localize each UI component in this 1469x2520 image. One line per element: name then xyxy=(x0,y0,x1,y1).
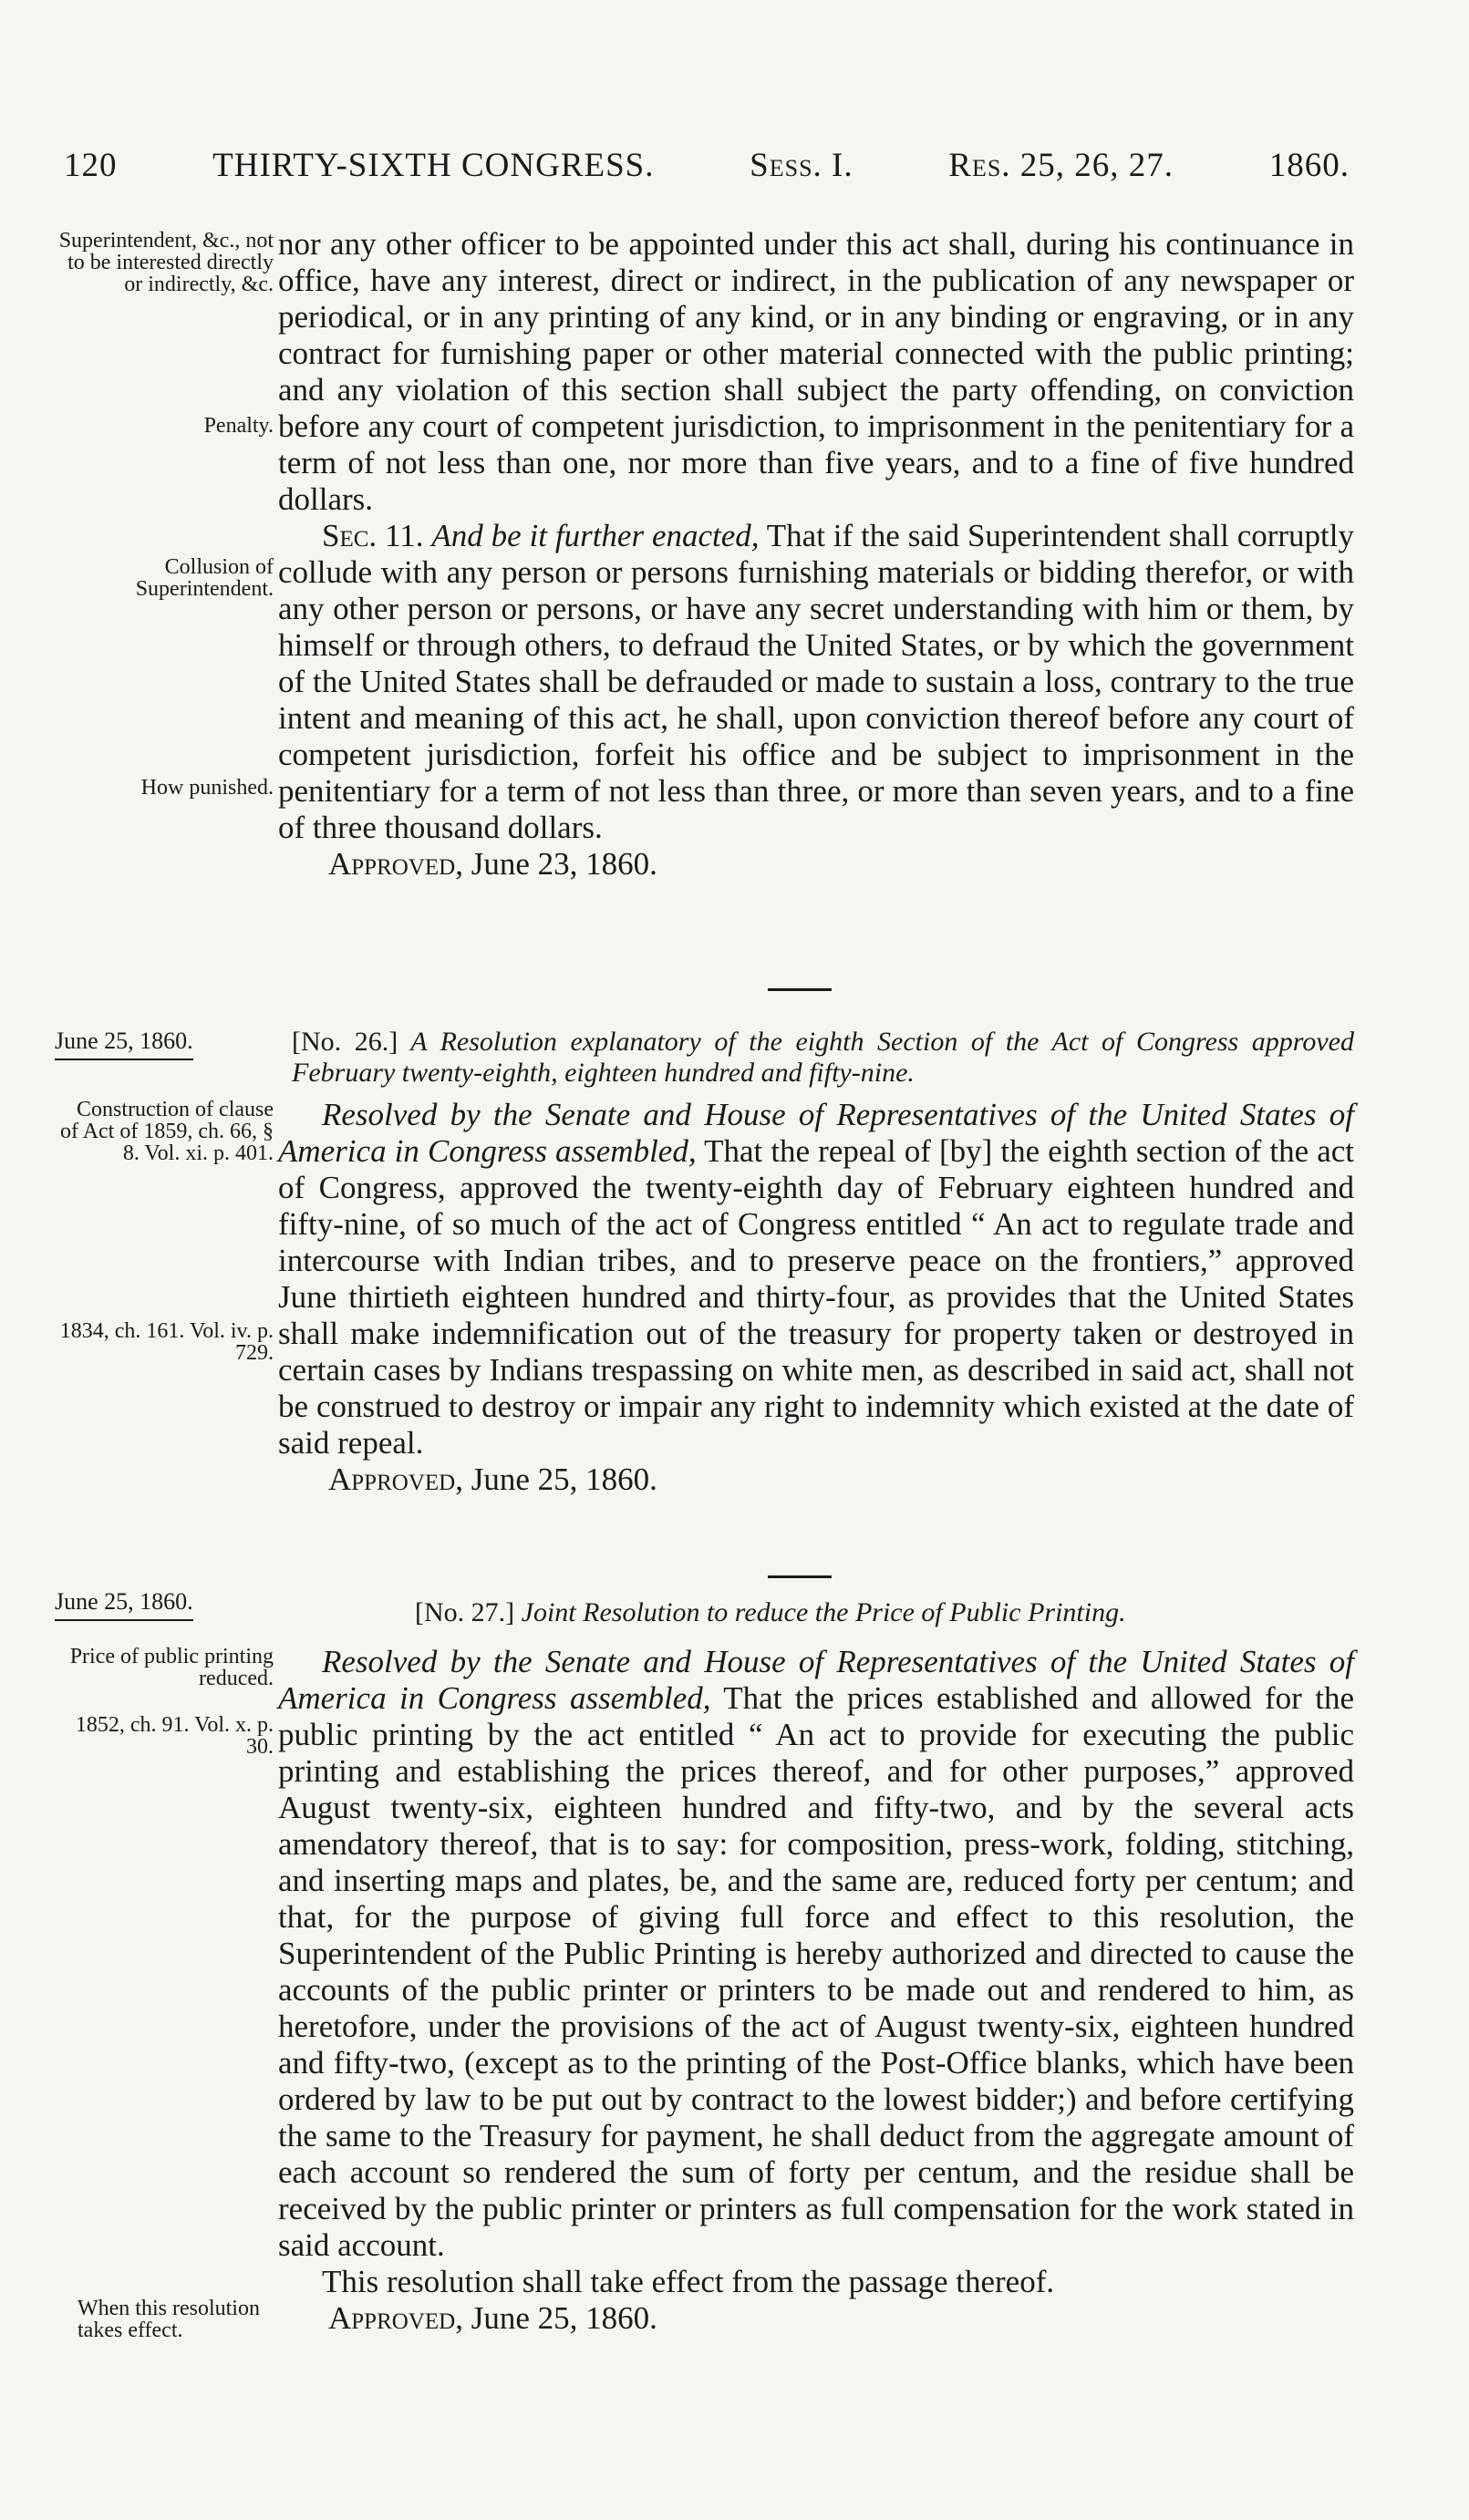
section-a-paragraph: nor any other officer to be appointed under this act shall, during his continuance in office, have any interest, direct or indirect, in the publication of any newspaper or periodical, or in any printing of any kind, or in any binding or engraving, or in any contract for furnishing paper or other material connected with the public printing; and any violation of this section shall subject the party offending, on conviction before any court of competent jurisdiction, to imprisonment in the penitentiary for a term of not less than one, nor more than five years, and to a fine of five hundred dollars. xyxy=(278,226,1354,517)
margin-note-price: Price of public printing reduced. xyxy=(69,1645,274,1690)
resolution-27-text: That the prices established and allowed for the public printing by the act entitled “ An act to provide for executing the public printing and establishing the prices thereof, and for other purposes,” approved August twenty-six, eighteen hundred and fifty-two, and by the several acts amendatory thereof, that is to say: for composition, press-work, folding, stitching, and inserting maps and plates, be, and the same are, reduced forty per centum; and that, for the purpose of giving full force and effect to this resolution, the Superintendent of the Public Printing is hereby authorized and directed to cause the accounts of the public printer or printers to be made out and rendered to him, as heretofore, under the provisions of the act of August twenty-six, eighteen hundred and fifty-two, (except as to the printing of the Post-Office blanks, which have been ordered by law to be put out by contract to the lowest bidder;) and before certifying the same to the Treasury for payment, he shall deduct from the aggregate amount of each account so rendered the sum of forty per centum, and the residue shall be received by the public printer or printers as full compensation for the work stated in said account. xyxy=(278,1680,1355,2263)
margin-note-construction: Construction of clause of Act of 1859, ch. 66, § 8. Vol. xi. p. 401. xyxy=(60,1098,274,1165)
sec-11-text: That if the said Superintendent shall corruptly collude with any person or persons furnishing materials or bidding therefor, or with any other person or persons, or have any secret understanding with him or them, by himself or through others, to defraud the United States, or by which the government of the United States shall be defrauded or made to sustain a loss, contrary to the true intent and meaning of this act, he shall, upon conviction thereof before any court of competent jurisdiction, forfeit his office and be subject to imprisonment in the penitentiary for a term of not less than three, or more than seven years, and to a fine of three thousand dollars. xyxy=(278,518,1354,845)
section-b-body xyxy=(278,1097,1354,1498)
resolution-27-title-text: Joint Resolution to reduce the Price of Public Printing. xyxy=(521,1597,1126,1627)
approved-date: June 23, 1860. xyxy=(471,846,657,882)
resolution-26-number: [No. 26.] xyxy=(292,1027,398,1057)
approved-line-c xyxy=(278,2300,1354,2337)
margin-note-1834: 1834, ch. 161. Vol. iv. p. 729. xyxy=(59,1319,274,1365)
resolution-26-date: June 25, 1860. xyxy=(55,1028,193,1060)
approved-word: Approved, xyxy=(328,1461,463,1497)
resolution-27-date: June 25, 1860. xyxy=(55,1588,193,1621)
margin-note-collusion: Collusion of Superintendent. xyxy=(135,555,274,601)
approved-date: June 25, 1860. xyxy=(471,1461,657,1497)
margin-note-penalty: Penalty. xyxy=(203,414,274,438)
resolution-27-paragraph xyxy=(278,1644,1354,2264)
margin-note-how-punished: How punished. xyxy=(140,776,274,800)
resolution-26-title-text: A Resolution explanatory of the eighth Section of the Act of Congress approved February twenty-eighth, eighteen hundred and fifty-nine. xyxy=(292,1027,1354,1088)
approved-word: Approved, xyxy=(328,846,463,882)
margin-note-1852: 1852, ch. 91. Vol. x. p. 30. xyxy=(75,1713,274,1759)
section-c-body xyxy=(278,1644,1354,2337)
sec-11-label: Sec. 11. xyxy=(322,518,424,553)
section-divider xyxy=(768,1575,832,1578)
resolution-27-effect: This resolution shall take effect from the passage thereof. xyxy=(322,2264,1055,2299)
header-year: 1860. xyxy=(1268,147,1350,184)
approved-line-a xyxy=(278,846,1354,883)
section-a-body xyxy=(278,226,1354,883)
margin-note-superintendent: Superintendent, &c., not to be interested directly or indirectly, &c. xyxy=(58,229,274,296)
approved-line-b xyxy=(278,1461,1354,1498)
margin-note-effect: When this resolution takes effect. xyxy=(78,2297,260,2342)
resolutions-label: Res. 25, 26, 27. xyxy=(948,147,1174,184)
sec-11-paragraph xyxy=(278,518,1354,846)
approved-word: Approved, xyxy=(328,2300,463,2336)
resolution-26-resolved: Resolved by the Senate and House of Representatives of the United States of America in Congress assembled, xyxy=(278,1097,1354,1169)
congress-title: THIRTY-SIXTH CONGRESS. xyxy=(212,147,655,184)
section-divider xyxy=(768,988,832,991)
approved-date: June 25, 1860. xyxy=(471,2300,657,2336)
resolution-26-title xyxy=(292,1027,1354,1089)
resolution-27-number: [No. 27.] xyxy=(415,1597,515,1627)
resolution-26-text: That the repeal of [by] the eighth section of the act of Congress, approved the twenty-eighth day of February eighteen hundred and fifty-nine, of so much of the act of Congress entitled “ An act to regulate trade and intercourse with Indian tribes, and to preserve peace on the frontiers,” approved June thirtieth eighteen hundred and thirty-four, as provides that the United States shall make indemnification out of the treasury for property taken or destroyed in certain cases by Indians trespassing on white men, as described in said act, shall not be construed to destroy or impair any right to indemnity which existed at the date of said repeal. xyxy=(278,1133,1355,1461)
page-number: 120 xyxy=(64,147,118,184)
page-header xyxy=(64,146,1350,185)
resolution-27-title xyxy=(415,1597,1354,1628)
sec-11-enacted: And be it further enacted, xyxy=(431,518,760,553)
session-label: Sess. I. xyxy=(750,147,853,184)
resolution-27-resolved: Resolved by the Senate and House of Representatives of the United States of America in Congress assembled, xyxy=(278,1644,1354,1716)
resolution-26-paragraph xyxy=(278,1097,1354,1461)
